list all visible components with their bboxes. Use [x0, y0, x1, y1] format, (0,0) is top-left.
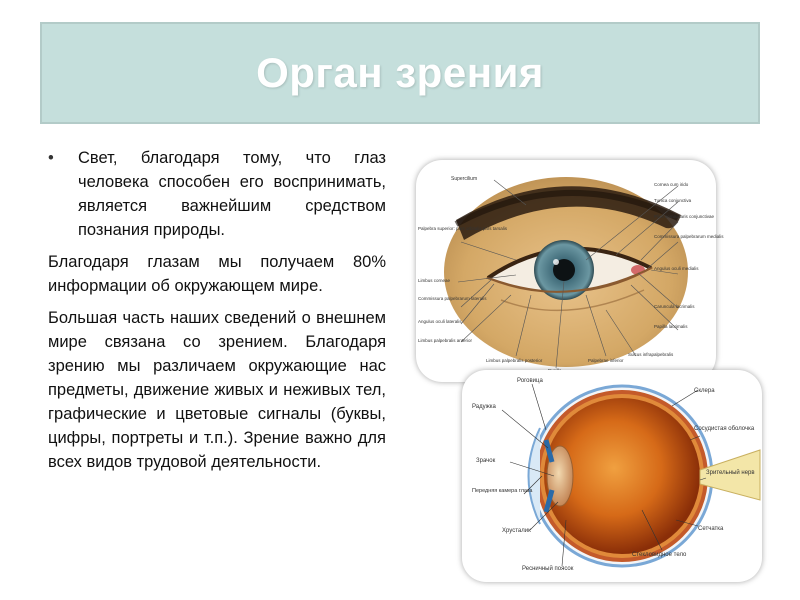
label-plica: Plica semilunaris conjunctivae — [654, 214, 715, 219]
paragraph-vision: Большая часть наших сведений о внешнем мире связана со зрением. Благодаря зрению мы различаем окружающие нас предметы, движение живых и неживых тел, графические и цветовые сигналы (буквы, цифры, портреты и т.п.). Зрение важно для всех видов трудовой деятельности. — [48, 309, 386, 471]
external-eye-illustration — [416, 160, 724, 382]
title-banner — [40, 22, 760, 124]
label-pupil-ru: Зрачок — [476, 458, 496, 464]
label-supercilium: Supercilium — [451, 176, 478, 182]
page-title: Орган зрения — [256, 49, 544, 96]
cornea-shape — [529, 428, 541, 524]
paragraph-info: Благодаря глазам мы получаем 80% информации об окружающем мире. — [48, 253, 386, 295]
label-sulcus: Sulcus infrapalpebralis — [628, 352, 674, 357]
label-tunica: Tunica conjunctiva — [654, 198, 692, 203]
label-caruncula: Caruncula lacrimalis — [654, 304, 695, 309]
label-optic-nerve-ru: Зрительный нерв — [706, 470, 755, 476]
label-cornea-ru: Роговица — [517, 378, 543, 384]
external-eye-figure — [416, 160, 724, 382]
label-palpebrae-inf: Palpebrae inferior — [588, 358, 624, 363]
label-cornea: Cornea cum irido — [654, 182, 689, 187]
label-zonule: Ресничный поясок — [522, 566, 574, 572]
paragraph-light: • Свет, благодаря тому, что глаз человека способен его воспринимать, является важнейшим средством познания природы. — [48, 146, 386, 242]
label-limbus-ant: Limbus palpebralis anterior — [418, 338, 473, 343]
label-angulus-med: Angulus oculi medialis — [654, 266, 699, 271]
label-palpebra-superior: Palpebra superior: pars orbitalis pars tarsalis — [418, 226, 508, 231]
label-commissura-lat: Commissura palpebrarum lateralis — [418, 296, 487, 301]
label-choroid-ru: Сосудистая оболочка — [694, 426, 755, 432]
label-sclera-ru: Склера — [694, 388, 715, 394]
label-angulus-lat: Angulus oculi lateralis — [418, 319, 462, 324]
text-column — [48, 146, 386, 482]
label-lens-ru: Хрусталик — [502, 528, 531, 534]
label-retina-ru: Сетчатка — [698, 526, 724, 532]
label-limbus-corneae: Limbus corneae — [418, 278, 451, 283]
eye-section-figure — [462, 370, 762, 582]
label-limbus-post: Limbus palpebralis posterior — [486, 358, 543, 363]
label-vitreous-ru: Стекловидное тело — [632, 552, 687, 558]
label-papilla: Papilla lacrimalis — [654, 324, 688, 329]
label-anterior-chamber: Передняя камера глаза — [472, 488, 533, 494]
eye-section-illustration — [462, 370, 762, 582]
label-iris-ru: Радужка — [472, 404, 496, 410]
label-commissura-med: Commissura palpebrarum medialis — [654, 234, 724, 239]
